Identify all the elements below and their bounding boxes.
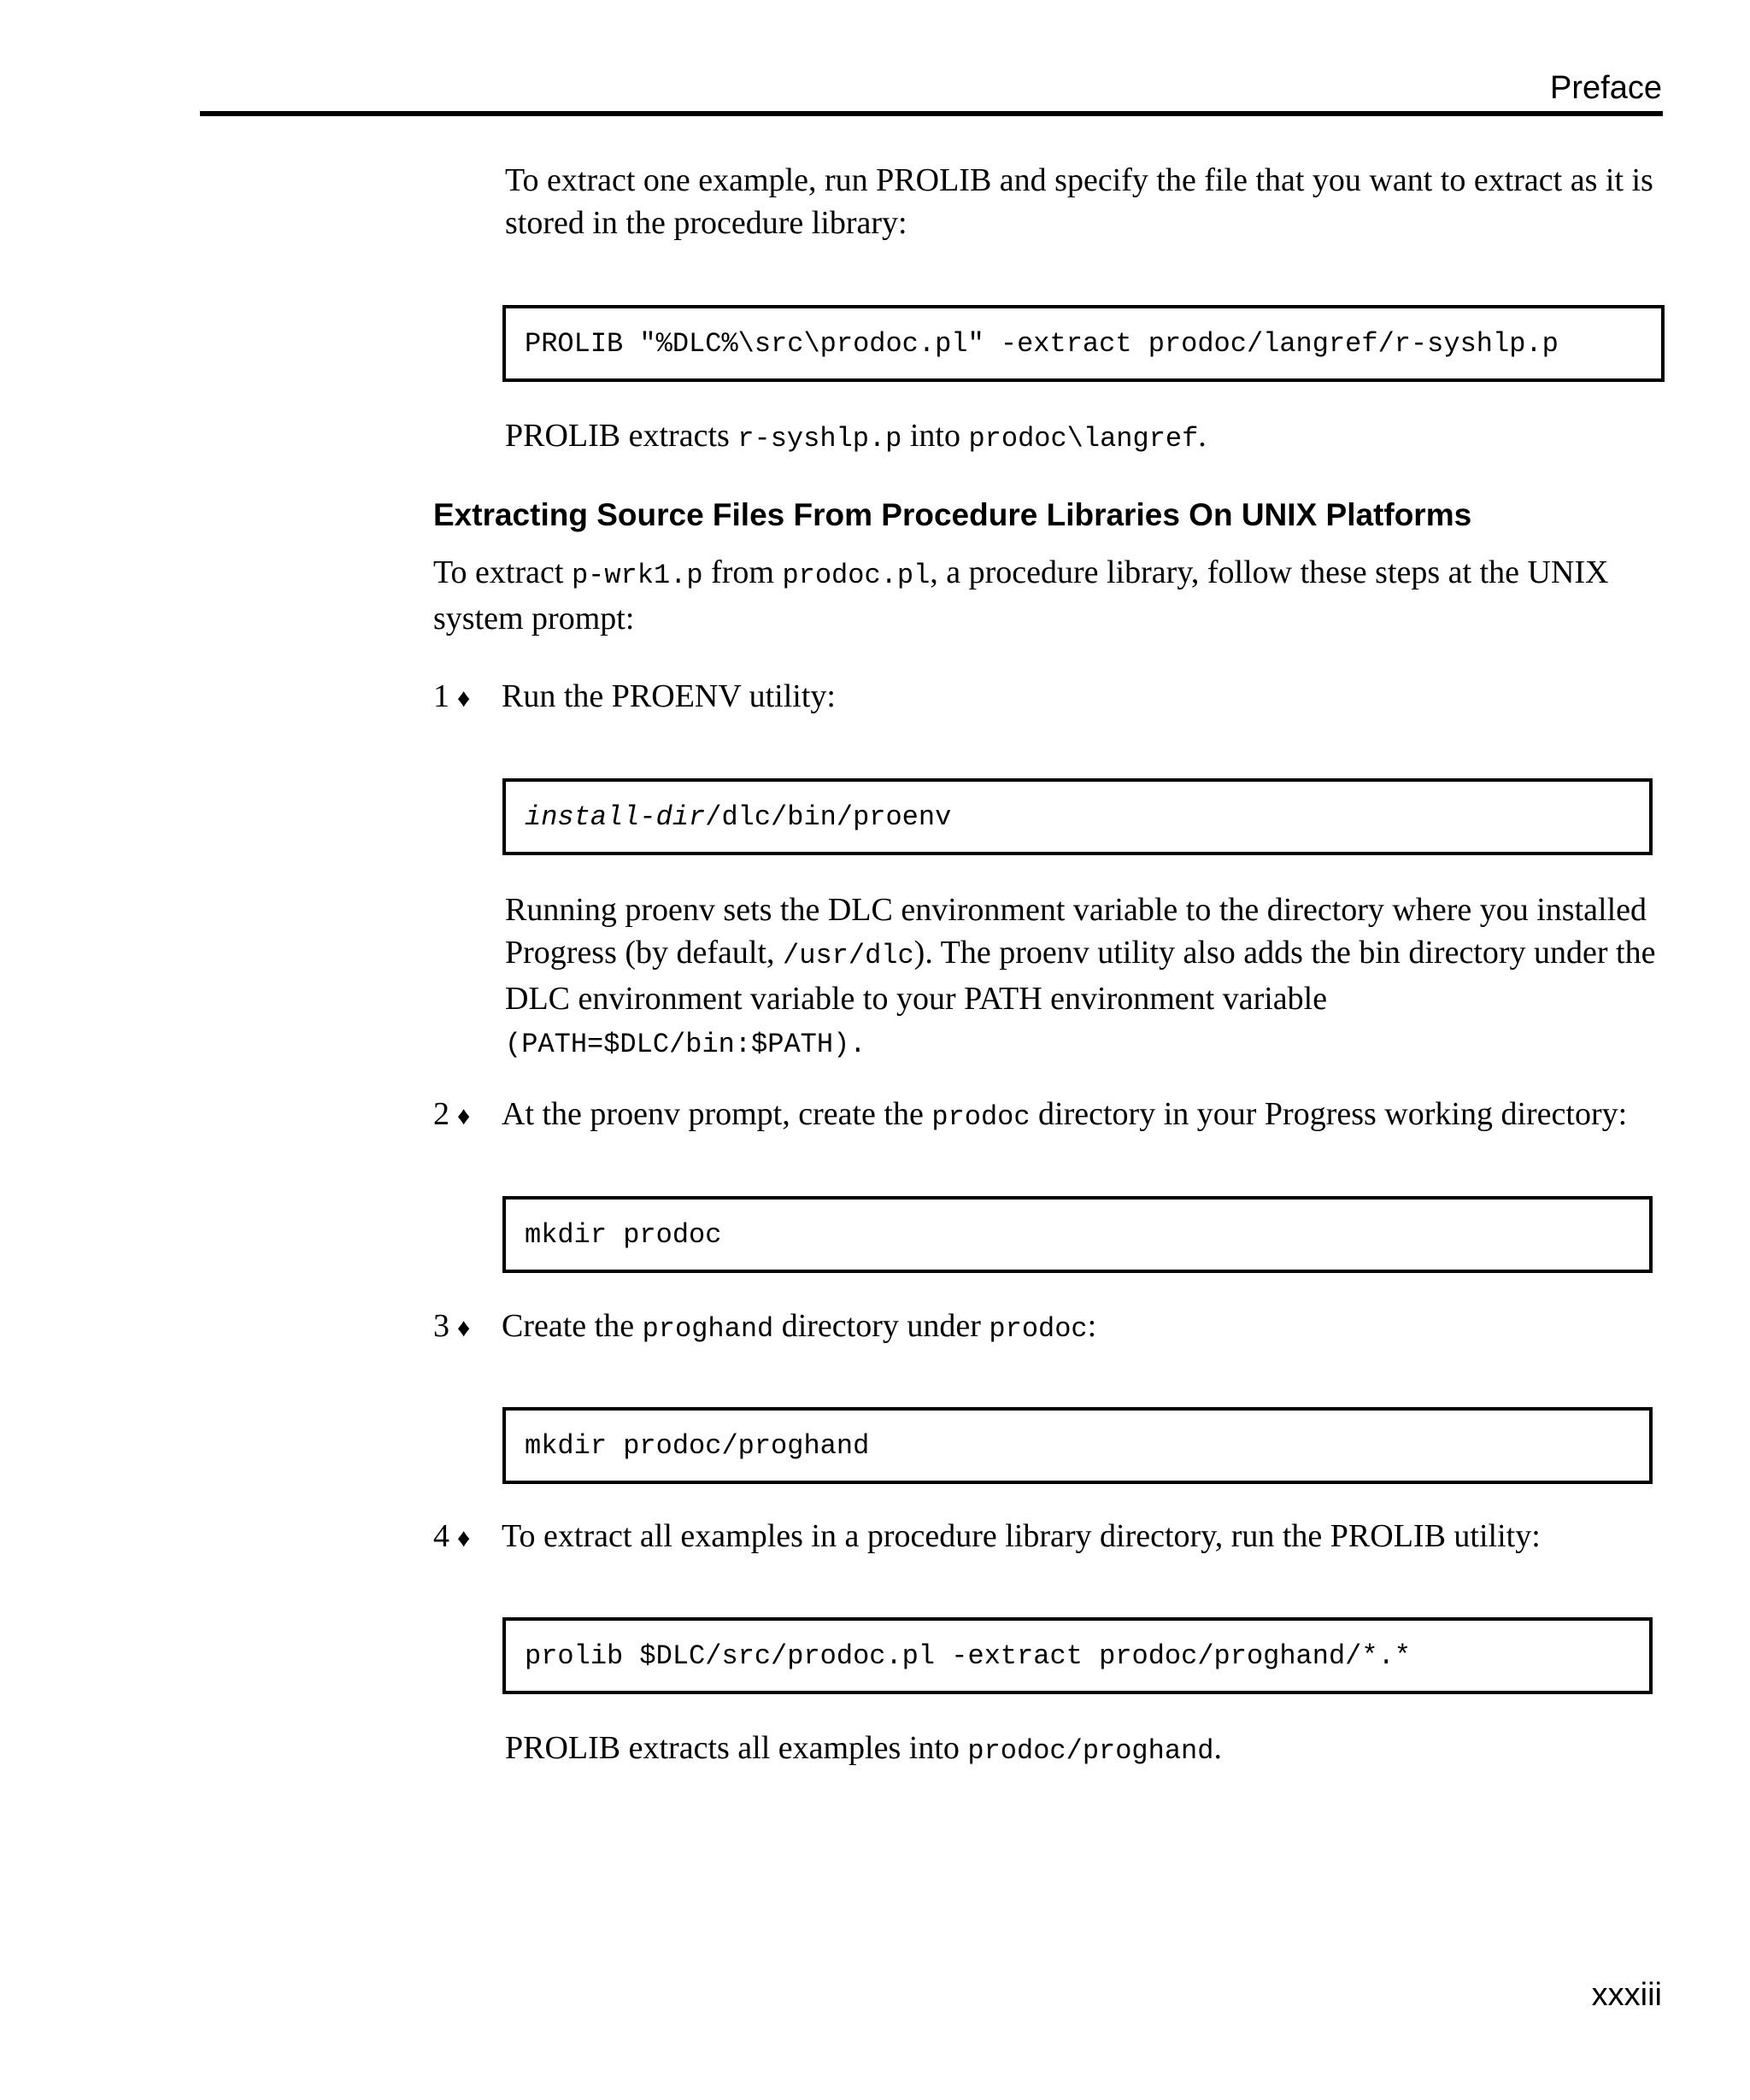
step-1 [433,675,836,720]
step-text-code: proghand [642,1313,774,1345]
step-text-part: directory in your Progress working directory: [1030,1096,1628,1132]
step-number: 1 [433,678,449,714]
note-code: (PATH=$DLC/bin:$PATH). [505,1029,866,1060]
code-text: mkdir prodoc/proghand [525,1429,870,1462]
note-text: ). The proenv utility also adds the bin directory under the DLC environment variable to your PATH environment variable [505,935,1656,1017]
result-file-code: r-syshlp.p [737,423,902,455]
step-text-part: At the proenv prompt, create the [502,1096,932,1132]
step-4-result-paragraph [505,1727,1676,1773]
diamond-bullet-icon: ♦ [457,684,471,713]
code-placeholder: install-dir [525,801,706,833]
result-text: PROLIB extracts [505,418,738,454]
code-box-proenv [502,778,1653,855]
code-text: prolib $DLC/src/prodoc.pl -extract prodoc/proghand/*.* [525,1640,1411,1672]
step-text [502,1305,1096,1351]
intro-paragraph: To extract one example, run PROLIB and specify the file that you want to extract as it is stored in the procedure library: [505,162,1653,241]
diamond-bullet-icon: ♦ [457,1524,471,1552]
page-number: xxxiii [1591,1977,1662,2013]
result-text: into [901,418,969,454]
step-number: 3 [433,1308,449,1344]
step-text-code: prodoc [931,1101,1031,1133]
step-text-code: prodoc [989,1313,1088,1345]
result-text: . [1213,1730,1222,1766]
step-1-note-paragraph [505,889,1667,1066]
section-intro-text: To extract [433,554,572,590]
step-2 [433,1093,1627,1139]
code-box-prolib-extract-all [502,1617,1653,1694]
step-3 [433,1305,1096,1351]
code-box-prolib-extract-one [502,305,1665,382]
section-intro-lib-code: prodoc.pl [782,560,931,591]
step-text-part: directory under [773,1308,990,1344]
result-dir-code: prodoc\langref [968,423,1199,455]
code-box-mkdir-prodoc [502,1196,1653,1273]
step-text: Run the PROENV utility: [502,678,836,714]
section-intro-text: , a procedure library, follow these steps at the UNIX system prompt: [433,554,1609,636]
diamond-bullet-icon: ♦ [457,1102,471,1130]
step-text-part: : [1087,1308,1097,1344]
intro-result-paragraph [505,414,1676,460]
result-dir-code: prodoc/proghand [967,1735,1214,1767]
note-text: Running proenv sets the DLC environment variable to the directory where you installed Progress (by default, [505,892,1647,971]
section-intro-paragraph [433,551,1664,640]
section-intro-file-code: p-wrk1.p [571,560,703,591]
section-heading: Extracting Source Files From Procedure Libraries On UNIX Platforms [433,497,1472,532]
note-code: /usr/dlc [783,940,914,971]
header-rule [200,111,1663,116]
diamond-bullet-icon: ♦ [457,1314,471,1342]
section-intro-text: from [702,554,783,590]
code-text: /dlc/bin/proenv [705,801,952,833]
code-box-mkdir-proghand [502,1407,1653,1484]
step-text: To extract all examples in a procedure library directory, run the PROLIB utility: [502,1518,1541,1554]
code-text: PROLIB "%DLC%\src\prodoc.pl" -extract prodoc/langref/r-syshlp.p [525,327,1559,360]
result-text: . [1198,418,1207,454]
running-header-title: Preface [1550,70,1662,106]
step-text-part: Create the [502,1308,643,1344]
step-number: 4 [433,1518,449,1554]
result-text: PROLIB extracts all examples into [505,1730,968,1766]
code-text: mkdir prodoc [525,1218,722,1251]
step-text [502,1093,1627,1139]
step-number: 2 [433,1096,449,1132]
step-4 [433,1515,1541,1560]
